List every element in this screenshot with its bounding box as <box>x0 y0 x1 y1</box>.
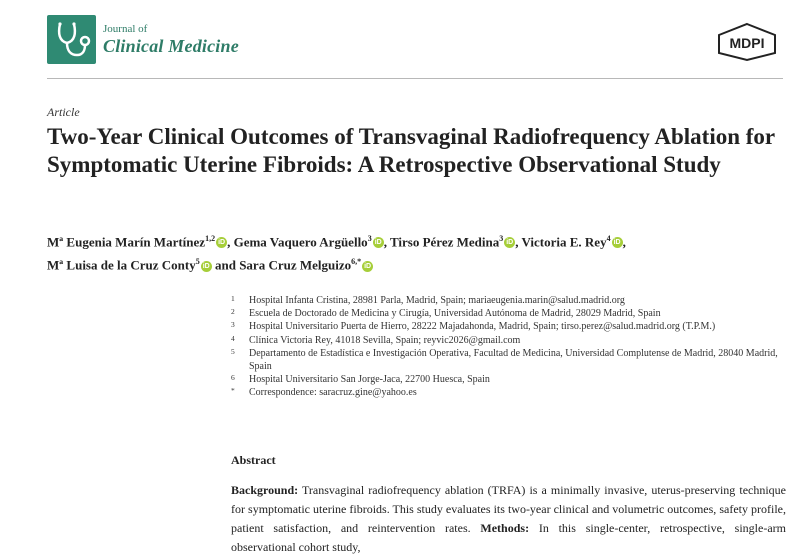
author-affiliation-marker: 5 <box>195 257 200 267</box>
affiliation-number: 2 <box>231 307 235 317</box>
affiliation-text: Hospital Universitario Puerta de Hierro, 28222 Majadahonda, Madrid, Spain; tirso.perez@salud.madrid.org (T.P.M.) <box>249 321 716 333</box>
abstract-heading: Abstract <box>231 453 276 467</box>
author-name[interactable]: Tirso Pérez Medina <box>389 234 500 250</box>
article-type: Article <box>47 105 80 119</box>
journal-logo[interactable] <box>47 15 96 64</box>
affiliation-text: Hospital Universitario San Jorge-Jaca, 22700 Huesca, Spain <box>249 374 490 386</box>
orcid-icon[interactable]: iD <box>364 262 372 270</box>
affiliation-item <box>231 347 786 373</box>
affiliation-number: 1 <box>231 294 235 303</box>
header-divider <box>47 78 783 79</box>
orcid-icon[interactable]: iD <box>613 239 621 247</box>
orcid-icon[interactable]: iD <box>202 262 210 270</box>
orcid-icon[interactable]: iD <box>506 239 514 247</box>
author-affiliation-marker: 1,2 <box>205 234 216 243</box>
methods-label: Methods: <box>470 521 530 535</box>
affiliation-text: Departamento de Estadística e Investigación Operativa, Facultad de Medicina, Universidad Complutense de Madrid, 28040 Madrid, Spain <box>249 347 778 373</box>
author-name[interactable]: Mª Eugenia Marín Martínez <box>47 234 206 250</box>
affiliation-number: * <box>231 386 235 396</box>
abstract-text <box>231 481 786 557</box>
author-name[interactable]: Mª Luisa de la Cruz Conty <box>47 257 196 273</box>
author-affiliation-marker: 3 <box>499 234 504 243</box>
affiliation-text: Hospital Infanta Cristina, 28981 Parla, Madrid, Spain; mariaeugenia.marin@salud.madrid.org <box>249 295 625 306</box>
affiliation-text: Escuela de Doctorado de Medicina y Cirugía, Universidad Autónoma de Madrid, 28029 Madrid, Spain <box>249 308 661 320</box>
author-name[interactable]: Gema Vaquero Argüello <box>233 234 368 250</box>
affiliation-text: Clínica Victoria Rey, 41018 Sevilla, Spain; reyvic2026@gmail.com <box>249 334 521 346</box>
affiliation-item <box>231 307 786 320</box>
author-affiliation-marker: 4 <box>606 234 611 243</box>
affiliation-item <box>231 294 786 307</box>
author-separator: , <box>227 234 234 250</box>
author-separator: and <box>211 257 240 273</box>
author-affiliation-marker: 6,* <box>351 257 362 267</box>
mdpi-logo[interactable] <box>715 22 779 62</box>
affiliation-text: Correspondence: saracruz.gine@yahoo.es <box>249 387 417 399</box>
background-text: Transvaginal radiofrequency ablation (TRFA) is a minimally invasive, uterus-preserving technique for symptomatic uterine fibroids. This study evaluates its two-year clinical and volumetric outcomes, safety profile, patient satisfaction, and reintervention rates. <box>231 483 786 535</box>
author-separator: , <box>515 234 522 250</box>
author-separator: , <box>622 234 626 250</box>
affiliation-item <box>231 320 786 333</box>
author-name[interactable]: Sara Cruz Melguizo <box>239 257 352 273</box>
author-list <box>47 229 782 276</box>
methods-text: In this single-center, retrospective, single-arm observational cohort study, <box>231 521 786 554</box>
author-separator: , <box>383 234 390 250</box>
affiliation-list <box>231 294 786 400</box>
affiliation-number: 3 <box>231 320 235 330</box>
article-title: Two-Year Clinical Outcomes of Transvaginal Radiofrequency Ablation for Symptomatic Uterine Fibroids: A Retrospective Observational Study <box>47 124 775 177</box>
affiliation-item <box>231 334 786 347</box>
mdpi-logo-text: MDPI <box>729 35 765 51</box>
affiliation-item <box>231 386 786 399</box>
affiliation-item <box>231 373 786 386</box>
background-label: Background: <box>231 483 299 497</box>
journal-prefix: Journal of <box>103 23 148 35</box>
author-name[interactable]: Victoria E. Rey <box>521 234 607 250</box>
orcid-icon[interactable]: iD <box>218 239 226 247</box>
affiliation-number: 5 <box>231 346 235 356</box>
journal-name[interactable]: Clinical Medicine <box>103 36 239 56</box>
stethoscope-icon <box>47 15 96 64</box>
orcid-icon[interactable]: iD <box>374 239 382 247</box>
affiliation-number: 6 <box>231 373 235 383</box>
author-affiliation-marker: 3 <box>367 234 372 243</box>
affiliation-number: 4 <box>231 333 235 343</box>
